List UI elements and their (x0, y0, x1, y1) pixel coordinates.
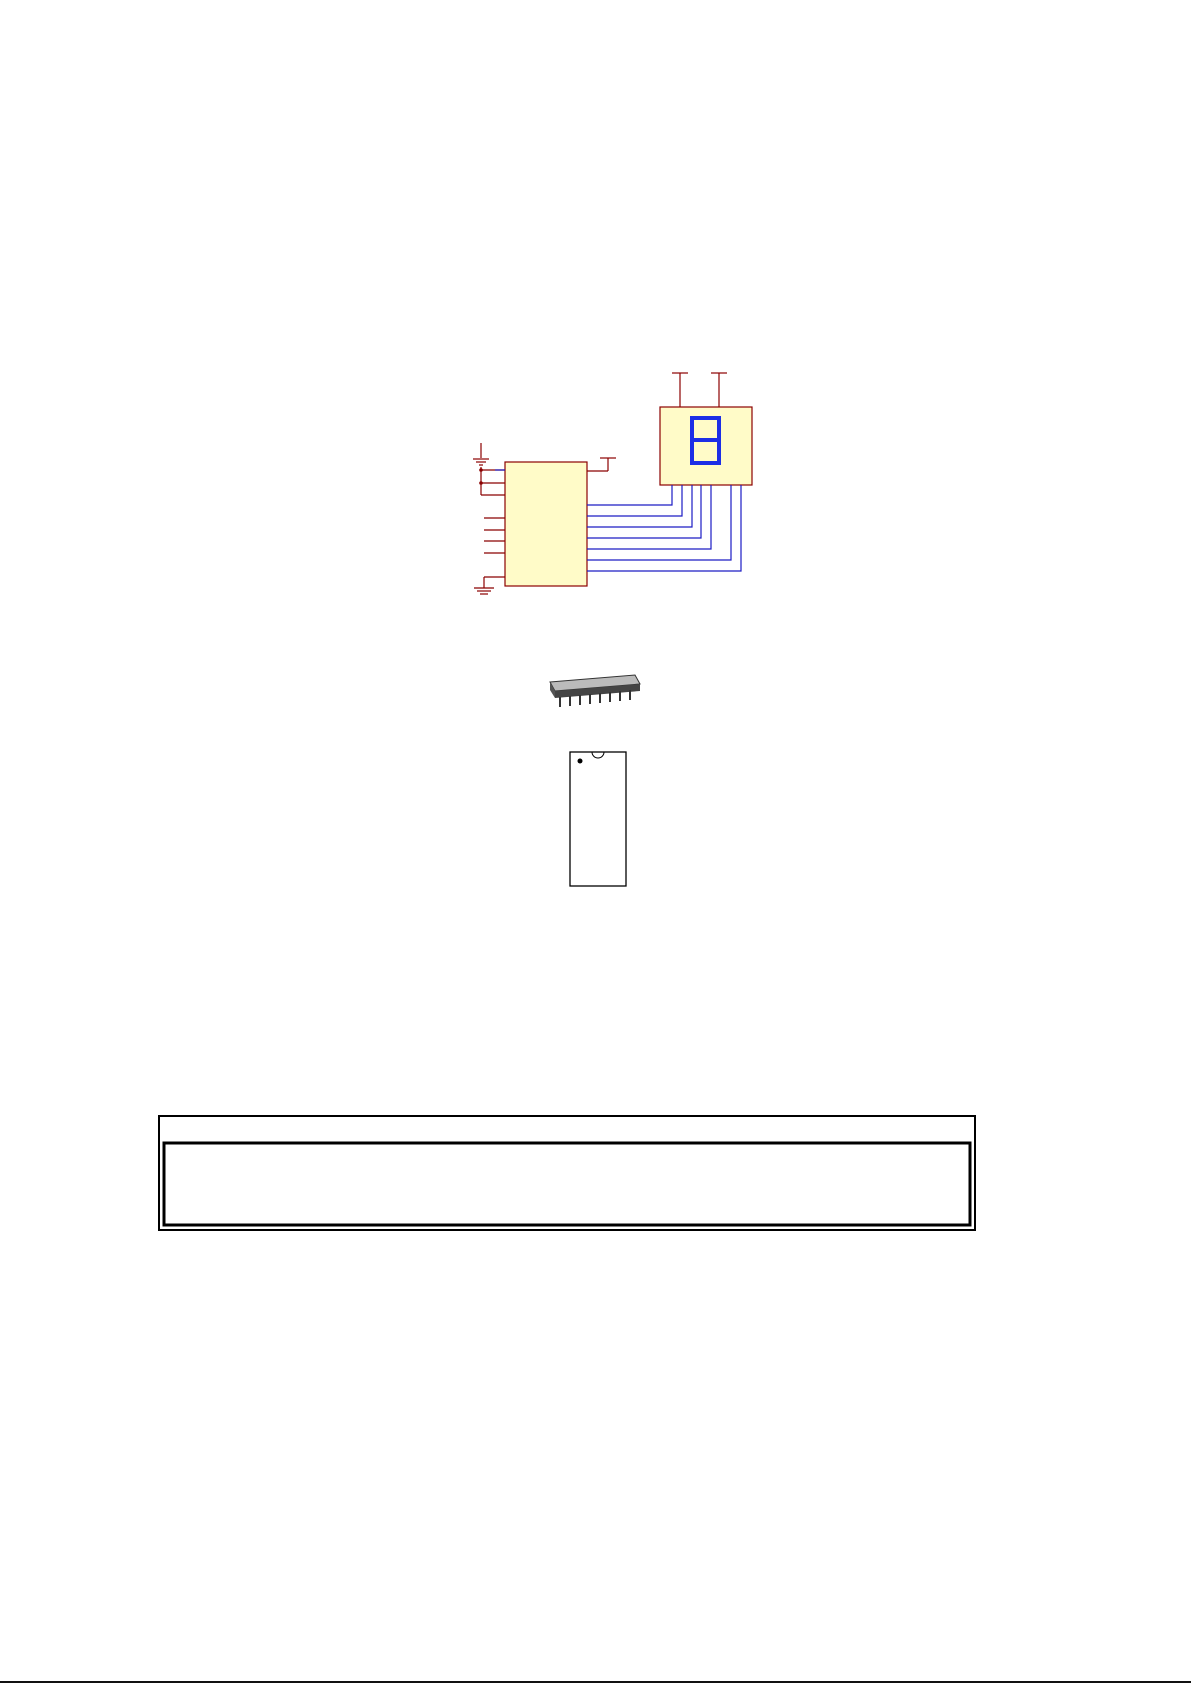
dip16-chip-icon (550, 675, 640, 707)
footer-rule (0, 1681, 1191, 1683)
seven-segment-digit-strip (158, 1115, 976, 1231)
dip-pinout-diagram (500, 660, 700, 890)
